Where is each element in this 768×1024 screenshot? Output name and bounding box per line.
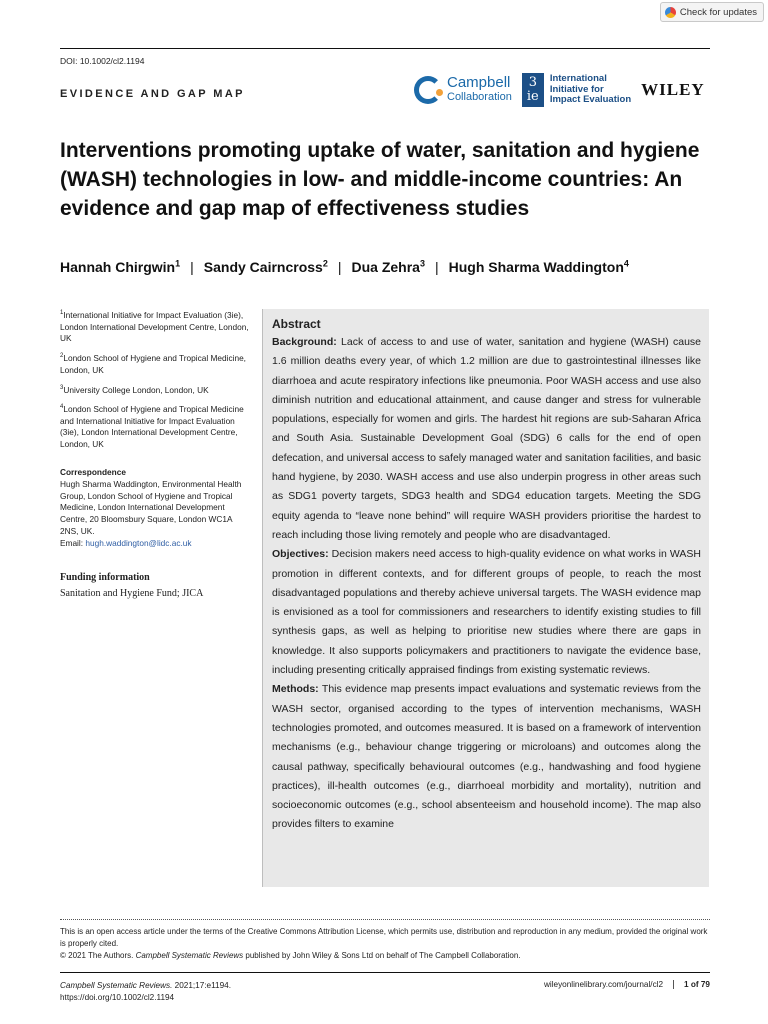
campbell-sub: Collaboration [447, 91, 512, 103]
doi: DOI: 10.1002/cl2.1194 [60, 56, 145, 66]
campbell-name: Campbell [447, 74, 511, 91]
correspondence-email-line: Email: hugh.waddington@lidc.ac.uk [60, 537, 192, 548]
funding-heading: Funding information [60, 571, 150, 583]
page-number: 1 of 79 [673, 980, 710, 989]
footer-citation: Campbell Systematic Reviews. 2021;17:e1194. https://doi.org/10.1002/cl2.1194 [60, 981, 231, 1002]
abstract-methods: Methods: This evidence map presents impact evaluations and systematic reviews from the WASH sector, organised according to the types of intervention mechanisms, WASH technologies promoted, and outcomes measured. It is based on a framework of intervention mechanisms (e.g., behaviour change triggering or microloans) and outcomes along the causal pathway, specifically behavioural outcomes (e.g., handwashing and food hygiene practices), ill-health outcomes (e.g., diarrhoeal morbidity and mortality), nutrition and socioeconomic outcomes (e.g., school absenteeism and household income). The map also provides filters to examine [272, 683, 701, 831]
footer-right [544, 980, 710, 989]
author: Sandy Cairncross$^2$ [203, 258, 328, 275]
header-rule [60, 48, 710, 49]
author-list [60, 258, 629, 275]
abstract-objectives: Objectives: Decision makers need access to high-quality evidence on what works in WASH promotion in different contexts, and for different groups of people, to reach the most disadvantaged populations and thereby achieve universal targets. The WASH evidence map is envisioned as a tool for commissioners and researchers to identify existing studies to fill synthesis gaps, as well as helping to prioritise new studies where there are gaps in knowledge. It also supports policymakers and practitioners to navigate the evidence base, including presenting critically appraised findings from existing systematic reviews. [272, 548, 701, 677]
campbell-logo-text [447, 75, 512, 105]
correspondence-heading: Correspondence [60, 467, 126, 478]
check-for-updates-button[interactable] [660, 2, 764, 22]
wiley-logo: WILEY [641, 80, 705, 99]
affiliation: $^3$University College London, London, UK [60, 384, 209, 395]
3ie-line: International [549, 73, 607, 85]
author: Hugh Sharma Waddington$^4$ [448, 258, 629, 275]
license-divider [60, 919, 710, 920]
3ie-logo-icon [522, 73, 544, 107]
crossmark-icon [665, 7, 676, 18]
author: Hannah Chirgwin$^1$ [60, 258, 181, 275]
author-separator: | [190, 258, 194, 275]
3ie-mark-bottom: ie [526, 89, 539, 104]
email-link[interactable]: hugh.waddington@lidc.ac.uk [85, 537, 192, 548]
3ie-line: Impact Evaluation [549, 94, 632, 106]
publisher-logos [414, 73, 705, 107]
article-title: Interventions promoting uptake of water, sanitation and hygiene (WASH) technologies in low- and middle-income countries: An evidence and gap map of effectiveness studies [60, 139, 700, 220]
3ie-line: Initiative for [549, 83, 604, 95]
license-notice [60, 926, 710, 962]
abstract-heading: Abstract [272, 317, 321, 331]
affiliation: $^4$London School of Hygiene and Tropical Medicine and International Initiative for Impact Evaluation (3ie), London International Development Centre, London, UK [60, 403, 244, 450]
affiliation: $^2$London School of Hygiene and Tropical Medicine, London, UK [60, 352, 246, 375]
3ie-mark-top: 3 [528, 75, 537, 90]
footer-rule [60, 972, 710, 973]
article-sidebar [60, 308, 250, 600]
author: Dua Zehra$^3$ [351, 258, 425, 275]
campbell-logo-icon [414, 76, 442, 104]
journal-site-link[interactable]: wileyonlinelibrary.com/journal/cl2 [543, 980, 664, 989]
footer-doi-link[interactable]: https://doi.org/10.1002/cl2.1194 [60, 993, 175, 1002]
check-for-updates-label: Check for updates [679, 6, 757, 18]
license-text: This is an open access article under the terms of the Creative Commons Attribution License, which permits use, distribution and reproduction in any medium, provided the original work is properly cited. [60, 927, 708, 948]
author-separator: | [434, 258, 439, 275]
3ie-logo-text [550, 74, 631, 106]
abstract-box [262, 309, 709, 887]
affiliation: $^1$International Initiative for Impact Evaluation (3ie), London International Development Centre, London, UK [60, 309, 249, 344]
author-separator: | [337, 258, 342, 275]
correspondence-text: Hugh Sharma Waddington, Environmental Health Group, London School of Hygiene and Tropical Medicine, London International Development Centre, 20 Bloomsbury Square, London WC1A 2NS, UK. [60, 478, 242, 537]
abstract-background: Background: Lack of access to and use of water, sanitation and hygiene (WASH) cause 1.6 million deaths every year, of which 1.2 million are due to gastrointestinal illnesses like diarrhoea and acute respiratory infections like pneumonia. Poor WASH access and use also diminish nutrition and educational attainment, and cause danger and stress for vulnerable populations, especially for women and girls. The hardest hit regions are sub-Saharan Africa and South Asia. Sustainable Development Goal (SDG) 6 calls for the end of open defecation, and universal access to safely managed water and sanitation facilities, and basic hand hygiene, by 2030. WASH access and use also underpin progress in other areas such as SDG1 poverty targets, SDG3 health and SDG4 education targets. Meeting the SDG equity agenda to “leave none behind” will require WASH providers prioritise the hardest to reach including those living remotely and people who are disadvantaged. [272, 336, 702, 541]
copyright-line: © 2021 The Authors. Campbell Systematic Reviews published by John Wiley & Sons Ltd on behalf of The Campbell Collaboration. [60, 951, 521, 960]
section-label: EVIDENCE AND GAP MAP [60, 88, 245, 100]
funding-text: Sanitation and Hygiene Fund; JICA [60, 588, 204, 600]
